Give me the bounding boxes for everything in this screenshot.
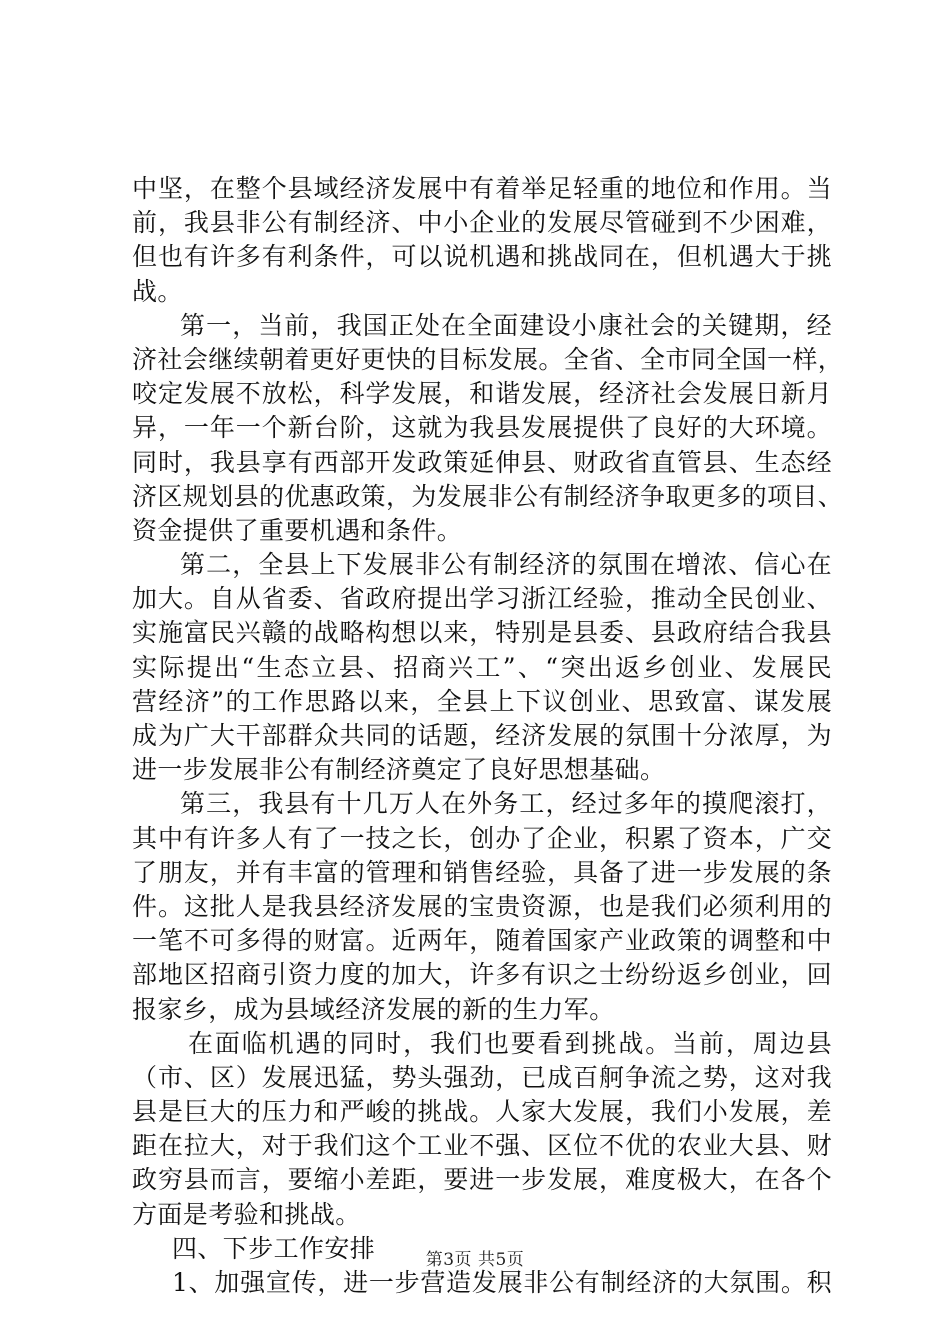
paragraph-line: 前，我县非公有制经济、中小企业的发展尽管碰到不少困难， (132, 208, 832, 238)
page-number-footer: 第3页 共5页 (425, 1250, 525, 1270)
paragraph-line: 了朋友，并有丰富的管理和销售经验，具备了进一步发展的条 (132, 857, 832, 887)
paragraph-line: 成为广大干部群众共同的话题，经济发展的氛围十分浓厚，为 (132, 721, 832, 750)
paragraph-line: 第三，我县有十几万人在外务工，经过多年的摸爬滚打， (180, 789, 832, 819)
paragraph-line: 济区规划县的优惠政策，为发展非公有制经济争取更多的项目、 (132, 481, 844, 511)
paragraph-line: 济社会继续朝着更好更快的目标发展。全省、全市同全国一样， (132, 344, 844, 374)
paragraph-line: 战。 (132, 276, 183, 306)
paragraph-line: 资金提供了重要机遇和条件。 (132, 515, 463, 545)
paragraph-line: 第二，全县上下发展非公有制经济的氛围在增浓、信心在 (180, 550, 832, 580)
paragraph-line: 实施富民兴赣的战略构想以来，特别是县委、县政府结合我县 (132, 618, 832, 648)
paragraph-line: 县是巨大的压力和严峻的挑战。人家大发展，我们小发展，差 (132, 1097, 832, 1127)
paragraph-line: 实际提出“生态立县、招商兴工”、“突出返乡创业、发展民 (132, 652, 832, 682)
paragraph-line: 同时，我县享有西部开发政策延伸县、财政省直管县、生态经 (132, 447, 832, 477)
paragraph-line: 咬定发展不放松，科学发展，和谐发展，经济社会发展日新月 (132, 379, 832, 409)
paragraph-line: （市、区）发展迅猛，势头强劲，已成百舸争流之势，这对我 (132, 1062, 832, 1092)
section-heading: 四、下步工作安排 (172, 1233, 376, 1263)
paragraph-line: 加大。自从省委、省政府提出学习浙江经验，推动全民创业、 (132, 584, 832, 614)
paragraph-line: 营经济”的工作思路以来，全县上下议创业、思致富、谋发展 (132, 686, 832, 716)
paragraph-line: 1、加强宣传，进一步营造发展非公有制经济的大氛围。积 (172, 1268, 832, 1297)
paragraph-line: 第一，当前，我国正处在全面建设小康社会的关键期，经 (180, 310, 832, 340)
paragraph-line: 报家乡，成为县域经济发展的新的生力军。 (132, 994, 615, 1024)
paragraph-line: 一笔不可多得的财富。近两年，随着国家产业政策的调整和中 (132, 926, 832, 956)
paragraph-line: 但也有许多有利条件，可以说机遇和挑战同在，但机遇大于挑 (132, 242, 832, 272)
paragraph-line: 进一步发展非公有制经济奠定了良好思想基础。 (132, 755, 666, 785)
paragraph-line: 方面是考验和挑战。 (132, 1199, 361, 1229)
paragraph-line: 件。这批人是我县经济发展的宝贵资源，也是我们必须利用的 (132, 891, 832, 921)
paragraph-line: 部地区招商引资力度的加大，许多有识之士纷纷返乡创业，回 (132, 960, 832, 990)
paragraph-line: 在面临机遇的同时，我们也要看到挑战。当前，周边县 (188, 1028, 832, 1058)
paragraph-line: 其中有许多人有了一技之长，创办了企业，积累了资本，广交 (132, 823, 832, 853)
document-body (132, 172, 844, 1300)
paragraph-line: 中坚，在整个县域经济发展中有着举足轻重的地位和作用。当 (132, 174, 832, 203)
paragraph-line: 异，一年一个新台阶，这就为我县发展提供了良好的大环境。 (132, 413, 832, 443)
paragraph-line: 距在拉大，对于我们这个工业不强、区位不优的农业大县、财 (132, 1131, 832, 1161)
paragraph-line: 政穷县而言，要缩小差距，要进一步发展，难度极大，在各个 (132, 1165, 832, 1195)
